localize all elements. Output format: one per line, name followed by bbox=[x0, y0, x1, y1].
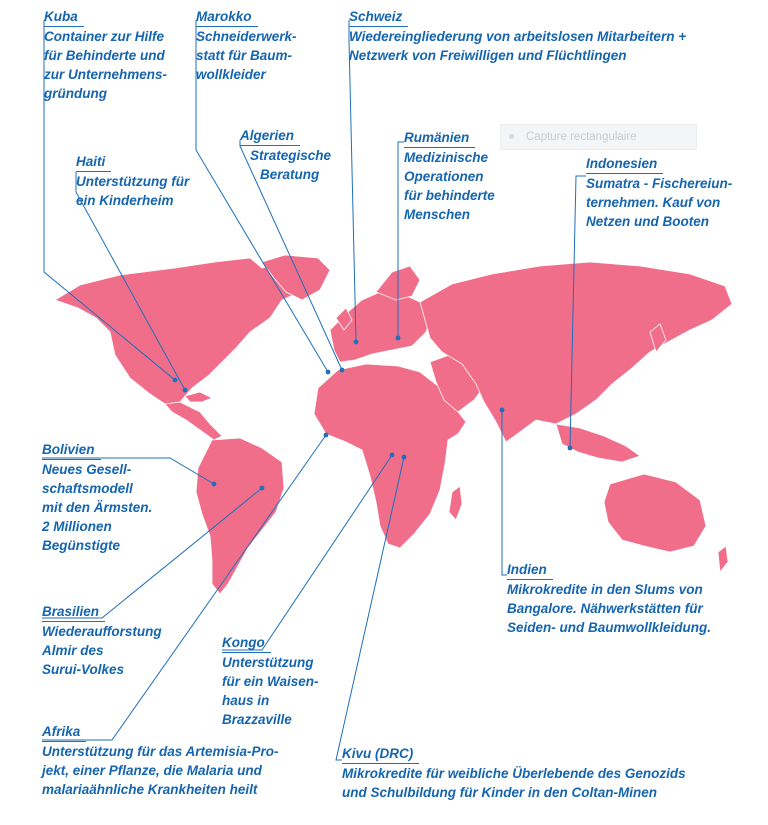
annotation-text bbox=[44, 27, 167, 103]
annotation-line: wollkleider bbox=[196, 67, 266, 82]
annotation-line: zur Unternehmens- bbox=[44, 67, 168, 82]
country-label: Bolivien bbox=[42, 440, 101, 460]
overlay-label: Capture rectangulaire bbox=[526, 131, 637, 143]
haiti-marker bbox=[183, 388, 188, 393]
afrika-marker bbox=[324, 433, 329, 438]
annotation-text bbox=[222, 653, 319, 729]
annotation-line: gründung bbox=[44, 86, 107, 101]
country-label: Kivu (DRC) bbox=[342, 744, 419, 764]
annotation-line: Operationen bbox=[404, 169, 484, 184]
annotation-text bbox=[42, 622, 162, 679]
country-label: Indonesien bbox=[586, 154, 663, 174]
annotation-line: Mikrokredite in den Slums von bbox=[507, 582, 703, 597]
annotation-line: Netzwerk von Freiwilligen und Flüchtlingen bbox=[349, 48, 627, 63]
north-america bbox=[55, 258, 305, 404]
country-label: Haiti bbox=[76, 152, 111, 172]
annotation-bolivien bbox=[42, 440, 152, 555]
australia bbox=[604, 474, 706, 552]
country-label: Kuba bbox=[44, 7, 84, 27]
country-label: Schweiz bbox=[349, 7, 408, 27]
southeast-asia bbox=[556, 424, 640, 462]
brasilien-marker bbox=[260, 486, 265, 491]
caribbean-islands bbox=[185, 392, 212, 402]
schweiz-leader bbox=[349, 20, 356, 342]
annotation-line: für behinderte bbox=[404, 188, 495, 203]
country-label: Afrika bbox=[42, 722, 86, 742]
country-label: Marokko bbox=[196, 7, 258, 27]
bolivien-marker bbox=[212, 482, 217, 487]
annotation-line: Mikrokredite für weibliche Überlebende des Genozids bbox=[342, 766, 686, 781]
annotation-line: mit den Ärmsten. bbox=[42, 500, 153, 515]
annotation-text bbox=[349, 27, 686, 65]
continents bbox=[55, 255, 732, 594]
annotation-line: Wiederaufforstung bbox=[42, 624, 162, 639]
annotation-algerien bbox=[240, 126, 331, 184]
annotation-indien bbox=[507, 560, 711, 637]
annotation-text bbox=[42, 742, 279, 799]
annotation-line: Unterstützung für bbox=[76, 174, 190, 189]
indonesien-marker bbox=[568, 446, 573, 451]
annotation-line: Schneiderwerk- bbox=[196, 29, 297, 44]
central-america bbox=[165, 402, 222, 440]
kivu-marker bbox=[402, 455, 407, 460]
indien-marker bbox=[500, 408, 505, 413]
annotation-line: Unterstützung bbox=[222, 655, 314, 670]
annotation-line: Brazzaville bbox=[222, 712, 292, 727]
annotation-text bbox=[42, 460, 152, 555]
annotation-indonesien bbox=[586, 154, 732, 231]
annotation-line: Seiden- und Baumwollkleidung. bbox=[507, 620, 712, 635]
annotation-marokko bbox=[196, 7, 297, 84]
south-america bbox=[196, 438, 284, 594]
annotation-line: Medizinische bbox=[404, 150, 489, 165]
annotation-line: Surui-Volkes bbox=[42, 662, 125, 677]
country-label: Indien bbox=[507, 560, 553, 580]
capture-rectangle-overlay[interactable] bbox=[500, 124, 697, 150]
annotation-rumaenien bbox=[404, 128, 495, 224]
annotation-brasilien bbox=[42, 602, 162, 679]
annotation-kuba bbox=[44, 7, 167, 103]
annotation-line: 2 Millionen bbox=[42, 519, 112, 534]
annotation-text bbox=[507, 580, 711, 637]
annotation-line: Netzen und Booten bbox=[586, 214, 709, 229]
annotation-kongo bbox=[222, 633, 319, 729]
annotation-line: Unterstützung für das Artemisia-Pro- bbox=[42, 744, 279, 759]
schweiz-marker bbox=[354, 340, 359, 345]
annotation-kivu bbox=[342, 744, 686, 802]
madagascar bbox=[449, 486, 462, 520]
annotation-line: Strategische bbox=[250, 148, 332, 163]
annotation-haiti bbox=[76, 152, 189, 210]
asia bbox=[420, 262, 732, 442]
annotation-line: ein Kinderheim bbox=[76, 193, 174, 208]
annotation-line: haus in bbox=[222, 693, 270, 708]
country-label: Kongo bbox=[222, 633, 271, 653]
selection-dot-icon bbox=[509, 134, 514, 139]
annotation-text bbox=[240, 146, 331, 184]
kongo-marker bbox=[390, 453, 395, 458]
annotation-line: Neues Gesell- bbox=[42, 462, 132, 477]
annotation-line: Wiedereingliederung von arbeitslosen Mitarbeitern + bbox=[349, 29, 687, 44]
country-label: Algerien bbox=[240, 126, 300, 146]
country-label: Rumänien bbox=[404, 128, 475, 148]
annotation-line: malariaähnliche Krankheiten heilt bbox=[42, 782, 258, 797]
annotation-text bbox=[76, 172, 189, 210]
new-zealand bbox=[718, 546, 728, 572]
annotation-afrika bbox=[42, 722, 279, 799]
annotation-line: für ein Waisen- bbox=[222, 674, 319, 689]
annotation-line: für Behinderte und bbox=[44, 48, 165, 63]
annotation-line: Menschen bbox=[404, 207, 471, 222]
kivu-leader bbox=[336, 457, 404, 760]
annotation-line: schaftsmodell bbox=[42, 481, 133, 496]
annotation-line: Begünstigte bbox=[42, 538, 121, 553]
algerien-marker bbox=[340, 368, 345, 373]
annotation-line: jekt, einer Pflanze, die Malaria und bbox=[42, 763, 262, 778]
annotation-line: Sumatra - Fischereiun- bbox=[586, 176, 733, 191]
annotation-text bbox=[196, 27, 297, 84]
country-label: Brasilien bbox=[42, 602, 105, 622]
annotation-line: Container zur Hilfe bbox=[44, 29, 165, 44]
annotation-line: Almir des bbox=[42, 643, 104, 658]
annotation-line: ternehmen. Kauf von bbox=[586, 195, 721, 210]
annotation-line: und Schulbildung für Kinder in den Coltan-Minen bbox=[342, 785, 657, 800]
kuba-marker bbox=[173, 378, 178, 383]
annotation-text bbox=[586, 174, 732, 231]
annotation-text bbox=[404, 148, 495, 224]
annotation-line: Bangalore. Nähwerkstätten für bbox=[507, 601, 703, 616]
rumaenien-marker bbox=[396, 336, 401, 341]
annotation-line: Beratung bbox=[260, 167, 320, 182]
annotation-text bbox=[342, 764, 686, 802]
annotation-schweiz bbox=[349, 7, 686, 65]
marokko-marker bbox=[326, 370, 331, 375]
annotation-line: statt für Baum- bbox=[196, 48, 293, 63]
